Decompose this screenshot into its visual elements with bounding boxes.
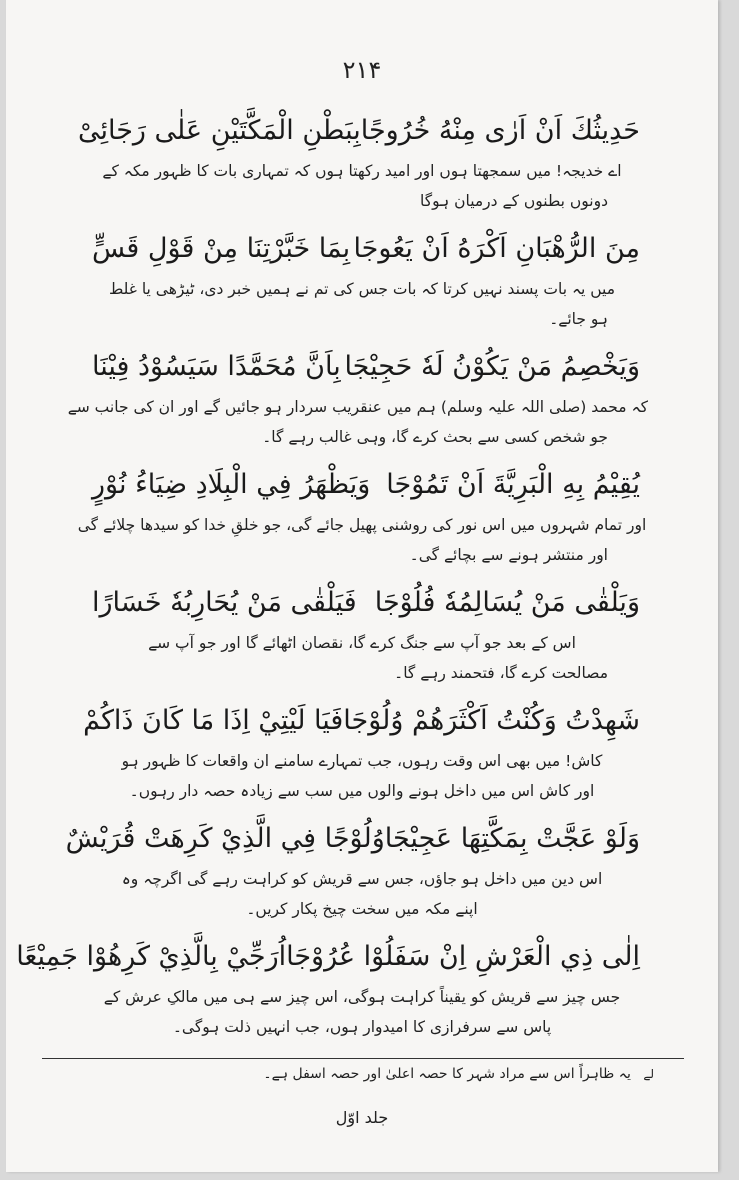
arabic-verse xyxy=(6,576,718,628)
translation-line: کہ محمد (صلی اللہ علیہ وسلم) ہم میں عنقریب سردار ہو جائیں گے اور ان کی جانب سے xyxy=(67,398,648,416)
translation-line: اور منتشر ہونے سے بچائے گی۔ xyxy=(409,546,608,564)
footnote xyxy=(263,1066,654,1082)
stanza xyxy=(6,222,718,334)
translation-line: جس چیز سے قریش کو یقیناً کراہت ہوگی، اس چیز سے ہی میں مالکِ عرش کے xyxy=(103,988,621,1006)
verse-hemistich-left: وُلُوْجًا فِي الَّذِيْ كَرِهَتْ قُرَيْشٌ xyxy=(65,822,385,854)
poem-content xyxy=(6,104,718,1048)
verse-hemistich-left: بِمَا خَبَّرْتِنَا مِنْ قَوْلِ قَسٍّ xyxy=(92,232,351,264)
stanza xyxy=(6,930,718,1042)
stanza xyxy=(6,104,718,216)
book-page xyxy=(6,0,718,1172)
verse-hemistich-left: وَيَظْهَرُ فِي الْبِلَادِ ضِيَاءُ نُوْرٍ xyxy=(92,468,371,500)
verse-hemistich-left: فَيَا لَيْتِيْ اِذَا مَا كَانَ ذَاكُمْ xyxy=(83,704,344,736)
arabic-verse xyxy=(6,930,718,982)
arabic-verse xyxy=(6,104,718,156)
footnote-mark: لے xyxy=(643,1067,654,1081)
verse-hemistich-left: بِبَطْنِ الْمَكَّتَيْنِ عَلٰى رَجَائِىْ xyxy=(78,114,361,146)
stanza xyxy=(6,694,718,806)
verse-hemistich-right: شَهِدْتُ وَكُنْتُ اَكْثَرَهُمْ وُلُوْجَا xyxy=(343,704,640,736)
verse-hemistich-right: وَلَوْ عَجَّتْ بِمَكَّتِهَا عَجِيْجَا xyxy=(384,822,640,854)
translation-line: اے خدیجہ! میں سمجھتا ہوں اور امید رکھتا ہوں کہ تمہاری بات کا ظہور مکہ کے xyxy=(102,162,622,180)
translation-line: اور تمام شہروں میں اس نور کی روشنی پھیل جائے گی، جو خلقِ خدا کو سیدھا چلائے گی xyxy=(77,516,647,534)
translation-line: ہو جائے۔ xyxy=(549,310,608,328)
footnote-text: یہ ظاہراً اس سے مراد شہر کا حصہ اعلیٰ اور حصہ اسفل ہے۔ xyxy=(263,1066,631,1082)
arabic-verse xyxy=(6,340,718,392)
arabic-verse xyxy=(6,458,718,510)
verse-hemistich-right: وَيَلْقٰى مَنْ يُسَالِمُهٗ فُلُوْجَا xyxy=(374,586,640,618)
verse-hemistich-right: مِنَ الرُّهْبَانِ اَكْرَهُ اَنْ يَعُوجَا xyxy=(353,232,640,264)
stanza xyxy=(6,340,718,452)
verse-hemistich-right: اِلٰى ذِي الْعَرْشِ اِنْ سَفَلُوْا عُرُوْجَا xyxy=(286,940,640,972)
translation-line: اپنے مکہ میں سخت چیخ پکار کریں۔ xyxy=(246,900,478,918)
translation-line: دونوں بطنوں کے درمیان ہوگا xyxy=(419,192,608,210)
verse-hemistich-left: فَيَلْقٰى مَنْ يُحَارِبُهٗ خَسَارًا xyxy=(92,586,357,618)
stanza xyxy=(6,458,718,570)
translation-line: اس دین میں داخل ہو جاؤں، جس سے قریش کو کراہت رہے گی اگرچہ وہ xyxy=(121,870,603,888)
verse-hemistich-right: يُقِيْمُ بِهِ الْبَرِيَّةَ اَنْ تَمُوْجَا xyxy=(386,468,640,500)
stanza xyxy=(6,812,718,924)
arabic-verse xyxy=(6,694,718,746)
translation-line: پاس سے سرفرازی کا امیدوار ہوں، جب انہیں ذلت ہوگی۔ xyxy=(172,1018,552,1036)
translation-line: مصالحت کرے گا، فتحمند رہے گا۔ xyxy=(394,664,608,682)
arabic-verse xyxy=(6,812,718,864)
translation-line: میں یہ بات پسند نہیں کرتا کہ بات جس کی تم نے ہمیں خبر دی، ٹیڑھی یا غلط xyxy=(108,280,616,298)
verse-hemistich-left: اُرَجِّيْ بِالَّذِيْ كَرِهُوْا جَمِيْعًا xyxy=(16,940,287,972)
verse-hemistich-right: حَدِيثُكَ اَنْ اَرٰى مِنْهُ خُرُوجًا xyxy=(360,114,640,146)
page-number: ۲۱۴ xyxy=(342,56,382,84)
volume-label: جلد اوّل xyxy=(335,1108,389,1127)
translation-line: جو شخص کسی سے بحث کرے گا، وہی غالب رہے گا۔ xyxy=(262,428,608,446)
translation-line: اس کے بعد جو آپ سے جنگ کرے گا، نقصان اٹھائے گا اور جو آپ سے xyxy=(148,634,576,652)
translation-line: اور کاش اس میں داخل ہونے والوں میں سب سے زیادہ حصہ دار رہوں۔ xyxy=(129,782,595,800)
verse-hemistich-left: بِاَنَّ مُحَمَّدًا سَيَسُوْدُ فِيْنَا xyxy=(92,350,341,382)
footnote-divider xyxy=(42,1058,684,1059)
verse-hemistich-right: وَيَخْصِمُ مَنْ يَكُوْنُ لَهٗ حَجِيْجَا xyxy=(344,350,640,382)
stanza xyxy=(6,576,718,688)
arabic-verse xyxy=(6,222,718,274)
translation-line: کاش! میں بھی اس وقت رہوں، جب تمہارے سامنے ان واقعات کا ظہور ہو xyxy=(121,752,603,770)
